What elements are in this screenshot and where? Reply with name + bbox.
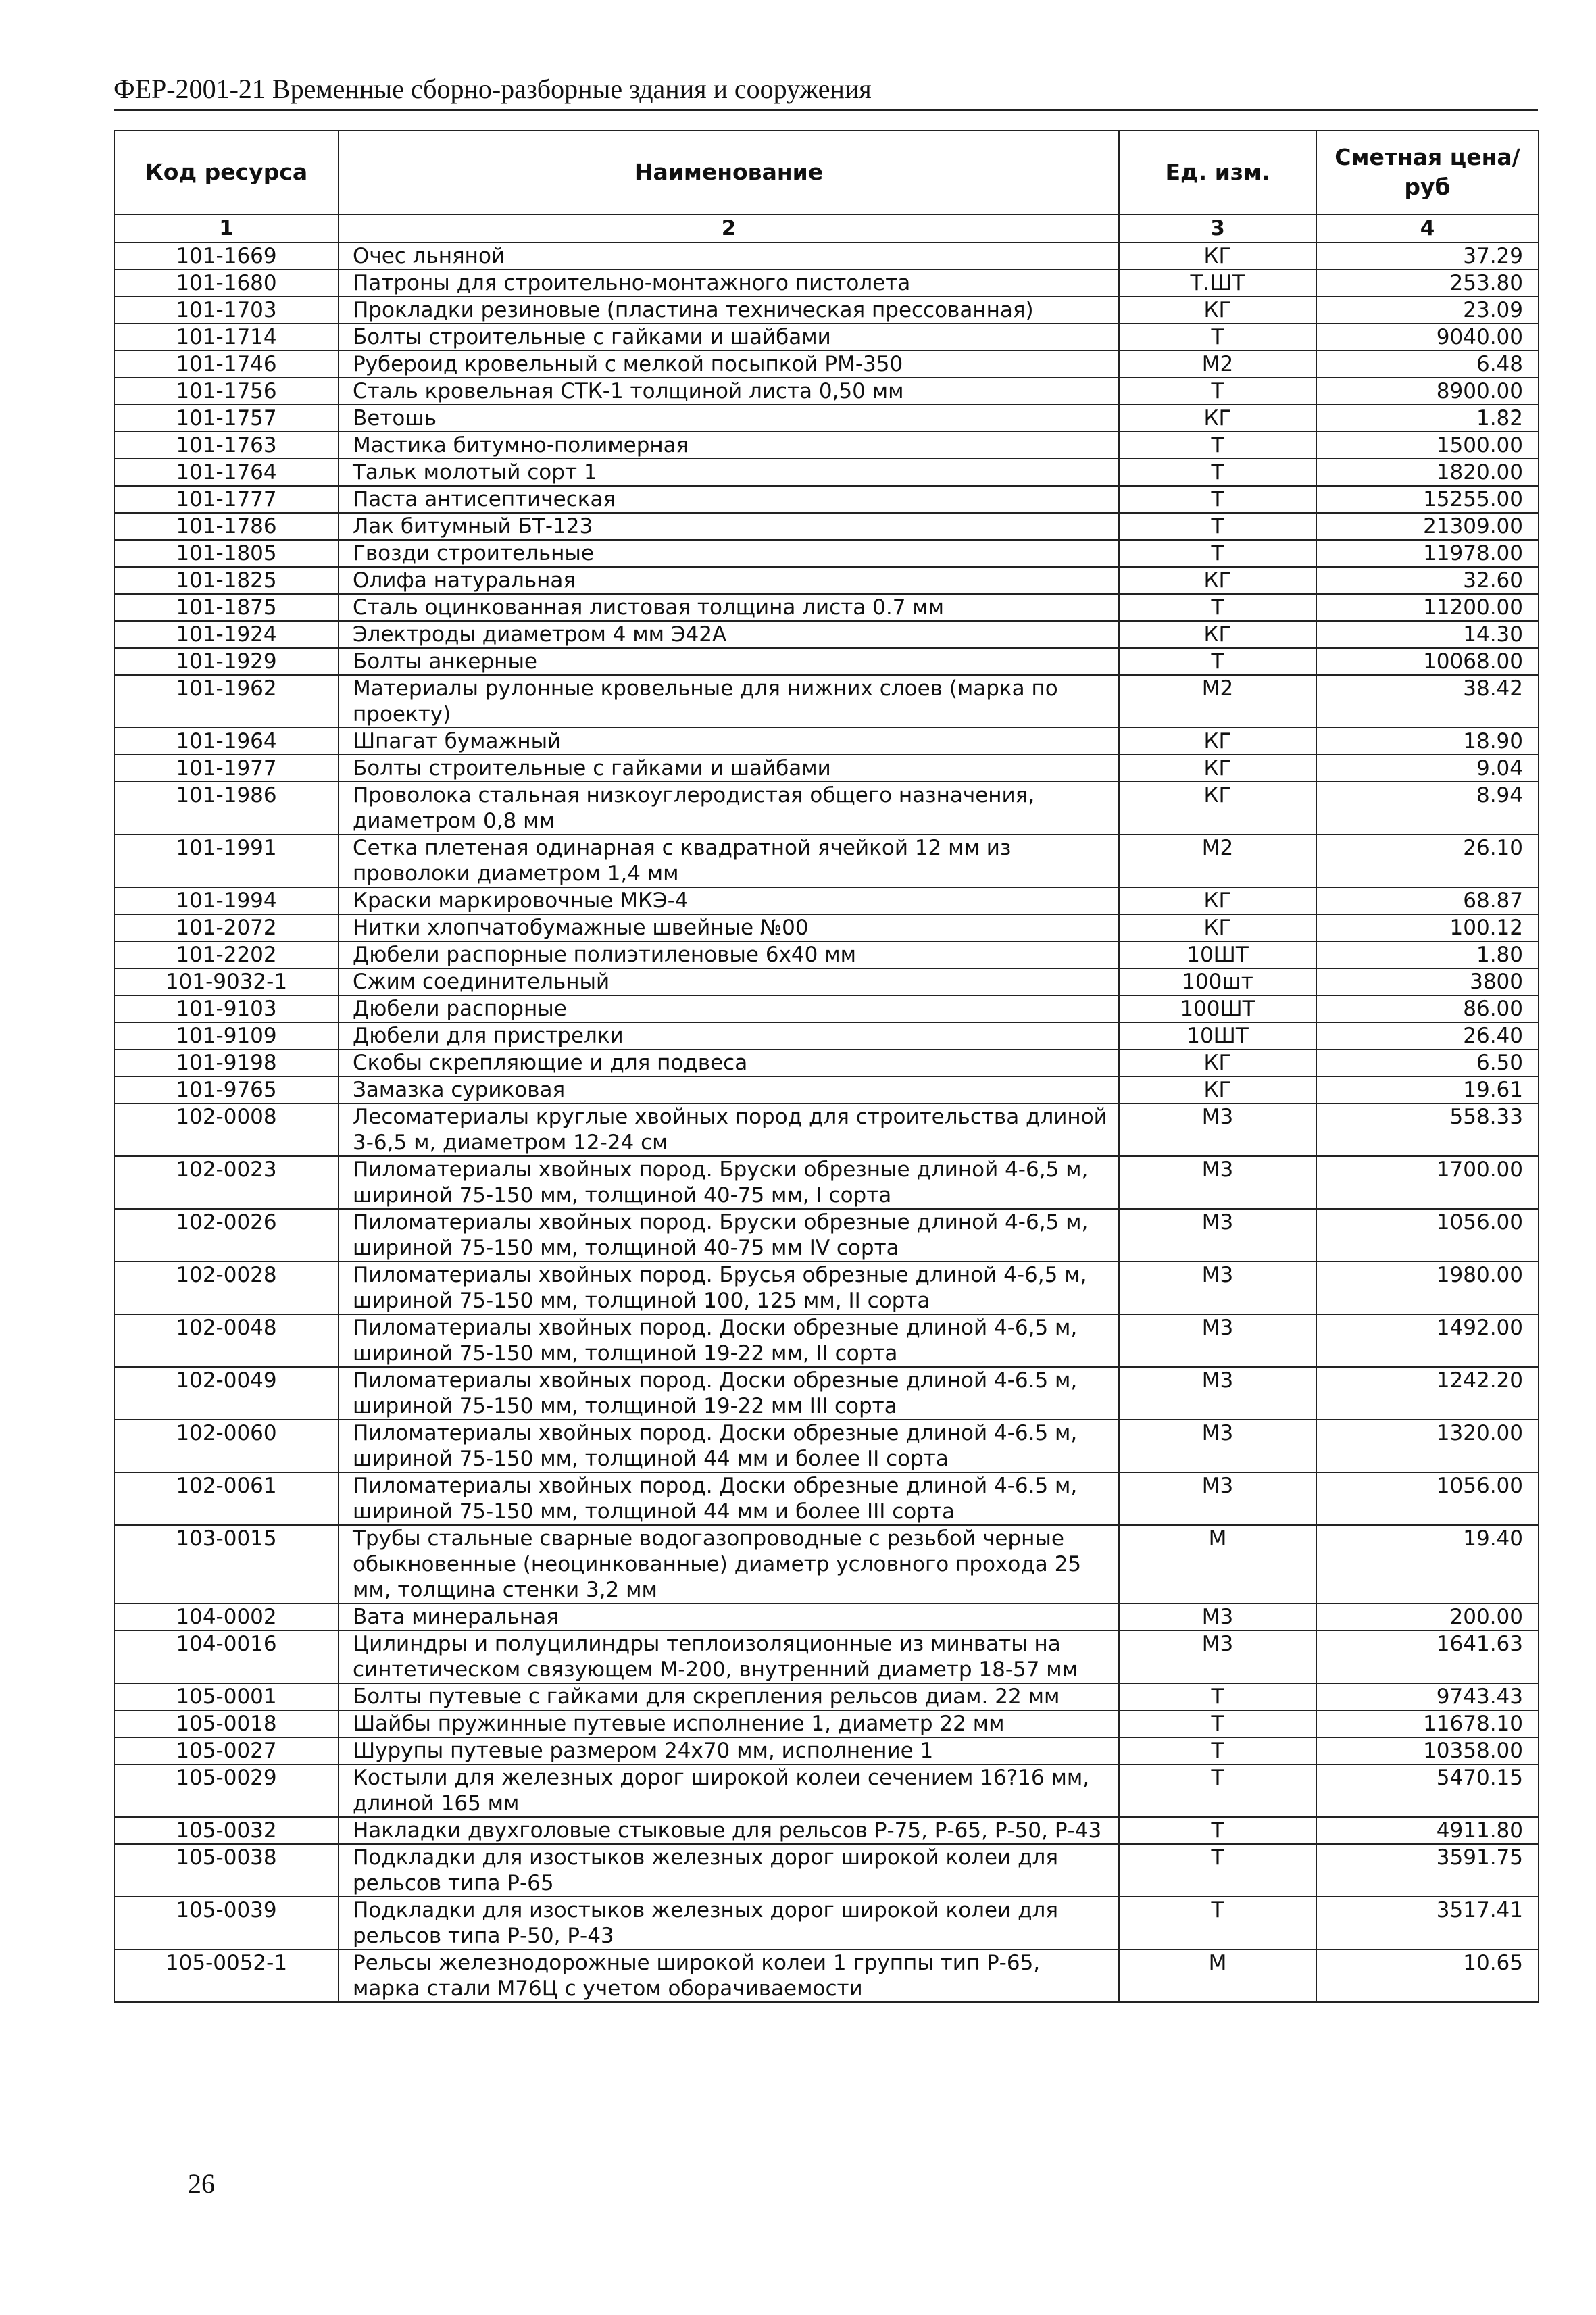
resource-code-cell: 101-1669 [114,243,339,270]
resource-code-cell: 101-1964 [114,728,339,755]
resource-name-cell: Костыли для железных дорог широкой колеи сечением 16?16 мм, длиной 165 мм [339,1764,1119,1817]
unit-cell: М3 [1119,1103,1316,1156]
table-row [114,1631,1539,1683]
column-header-price: Сметная цена/руб [1316,130,1539,214]
resource-name-cell: Сжим соединительный [339,968,1119,995]
unit-cell: Т [1119,432,1316,459]
price-cell: 19.40 [1316,1525,1539,1603]
resource-code-cell: 101-1746 [114,351,339,378]
unit-cell: Т [1119,486,1316,513]
price-cell: 1.82 [1316,405,1539,432]
resource-name-cell: Лесоматериалы круглые хвойных пород для строительства длиной 3-6,5 м, диаметром 12-24 см [339,1103,1119,1156]
unit-cell: Т [1119,1683,1316,1710]
table-row [114,1367,1539,1420]
resource-name-cell: Шпагат бумажный [339,728,1119,755]
resource-code-cell: 105-0027 [114,1737,339,1764]
resource-code-cell: 105-0018 [114,1710,339,1737]
resource-price-table [114,130,1539,2003]
resource-name-cell: Ветошь [339,405,1119,432]
resource-name-cell: Материалы рулонные кровельные для нижних слоев (марка по проекту) [339,675,1119,728]
unit-cell: М3 [1119,1262,1316,1314]
resource-name-cell: Проволока стальная низкоуглеродистая общего назначения, диаметром 0,8 мм [339,782,1119,835]
resource-code-cell: 101-1757 [114,405,339,432]
resource-name-cell: Трубы стальные сварные водогазопроводные с резьбой черные обыкновенные (неоцинкованные) диаметр условного прохода 25 мм, толщина стенки 3,2 мм [339,1525,1119,1603]
resource-code-cell: 103-0015 [114,1525,339,1603]
resource-code-cell: 105-0038 [114,1844,339,1897]
resource-code-cell: 105-0029 [114,1764,339,1817]
resource-name-cell: Мастика битумно-полимерная [339,432,1119,459]
unit-cell: М2 [1119,835,1316,887]
price-cell: 68.87 [1316,887,1539,914]
table-row [114,324,1539,351]
price-cell: 10.65 [1316,1949,1539,2002]
price-cell: 26.10 [1316,835,1539,887]
resource-name-cell: Пиломатериалы хвойных пород. Доски обрезные длиной 4-6.5 м, шириной 75-150 мм, толщиной 44 мм и более II сорта [339,1420,1119,1472]
price-cell: 6.50 [1316,1049,1539,1076]
resource-code-cell: 101-9103 [114,995,339,1022]
resource-name-cell: Лак битумный БТ-123 [339,513,1119,540]
price-cell: 3591.75 [1316,1844,1539,1897]
resource-code-cell: 101-1764 [114,459,339,486]
resource-code-cell: 101-1805 [114,540,339,567]
resource-code-cell: 101-1714 [114,324,339,351]
price-cell: 19.61 [1316,1076,1539,1103]
table-row [114,513,1539,540]
table-row [114,351,1539,378]
column-header-name: Наименование [339,130,1119,214]
price-cell: 4911.80 [1316,1817,1539,1844]
resource-name-cell: Очес льняной [339,243,1119,270]
resource-code-cell: 102-0008 [114,1103,339,1156]
resource-name-cell: Пиломатериалы хвойных пород. Доски обрезные длиной 4-6.5 м, шириной 75-150 мм, толщиной 19-22 мм III сорта [339,1367,1119,1420]
price-cell: 1641.63 [1316,1631,1539,1683]
unit-cell: Т.ШТ [1119,270,1316,297]
resource-name-cell: Нитки хлопчатобумажные швейные №00 [339,914,1119,941]
resource-code-cell: 101-1991 [114,835,339,887]
unit-cell: КГ [1119,887,1316,914]
table-row [114,914,1539,941]
price-cell: 9743.43 [1316,1683,1539,1710]
resource-code-cell: 102-0023 [114,1156,339,1209]
price-cell: 14.30 [1316,621,1539,648]
price-cell: 86.00 [1316,995,1539,1022]
unit-cell: М3 [1119,1631,1316,1683]
unit-cell: КГ [1119,567,1316,594]
header-row [114,130,1539,214]
resource-name-cell: Вата минеральная [339,1603,1119,1631]
price-cell: 1242.20 [1316,1367,1539,1420]
unit-cell: КГ [1119,914,1316,941]
unit-cell: М3 [1119,1367,1316,1420]
resource-code-cell: 101-1875 [114,594,339,621]
price-cell: 32.60 [1316,567,1539,594]
resource-name-cell: Пиломатериалы хвойных пород. Бруски обрезные длиной 4-6,5 м, шириной 75-150 мм, толщиной 40-75 мм IV сорта [339,1209,1119,1262]
price-cell: 21309.00 [1316,513,1539,540]
column-number: 1 [114,214,339,243]
resource-name-cell: Рельсы железнодорожные широкой колеи 1 группы тип Р-65, марка стали М76Ц с учетом оборачиваемости [339,1949,1119,2002]
price-cell: 38.42 [1316,675,1539,728]
price-cell: 11678.10 [1316,1710,1539,1737]
price-cell: 9040.00 [1316,324,1539,351]
table-row [114,1710,1539,1737]
table-row [114,243,1539,270]
unit-cell: М3 [1119,1314,1316,1367]
price-cell: 100.12 [1316,914,1539,941]
resource-code-cell: 104-0002 [114,1603,339,1631]
table-row [114,432,1539,459]
unit-cell: 100ШТ [1119,995,1316,1022]
resource-name-cell: Прокладки резиновые (пластина техническая прессованная) [339,297,1119,324]
table-row [114,782,1539,835]
unit-cell: Т [1119,594,1316,621]
table-row [114,675,1539,728]
resource-name-cell: Патроны для строительно-монтажного пистолета [339,270,1119,297]
table-row [114,887,1539,914]
table-row [114,1844,1539,1897]
resource-name-cell: Пиломатериалы хвойных пород. Брусья обрезные длиной 4-6,5 м, шириной 75-150 мм, толщиной 100, 125 мм, II сорта [339,1262,1119,1314]
resource-code-cell: 105-0052-1 [114,1949,339,2002]
resource-code-cell: 101-2072 [114,914,339,941]
resource-name-cell: Паста антисептическая [339,486,1119,513]
resource-code-cell: 102-0028 [114,1262,339,1314]
resource-code-cell: 101-1962 [114,675,339,728]
resource-code-cell: 101-1786 [114,513,339,540]
resource-name-cell: Шурупы путевые размером 24х70 мм, исполнение 1 [339,1737,1119,1764]
unit-cell: Т [1119,1764,1316,1817]
unit-cell: КГ [1119,621,1316,648]
page-number: 26 [188,2168,215,2199]
resource-code-cell: 104-0016 [114,1631,339,1683]
resource-name-cell: Цилиндры и полуцилиндры теплоизоляционные из минваты на синтетическом связующем М-200, внутренний диаметр 18-57 мм [339,1631,1119,1683]
price-cell: 1492.00 [1316,1314,1539,1367]
resource-name-cell: Болты анкерные [339,648,1119,675]
table-row [114,755,1539,782]
resource-name-cell: Подкладки для изостыков железных дорог широкой колеи для рельсов типа Р-65 [339,1844,1119,1897]
resource-name-cell: Подкладки для изостыков железных дорог широкой колеи для рельсов типа Р-50, Р-43 [339,1897,1119,1949]
unit-cell: Т [1119,1844,1316,1897]
price-cell: 3800 [1316,968,1539,995]
unit-cell: Т [1119,1897,1316,1949]
resource-code-cell: 102-0060 [114,1420,339,1472]
column-number: 2 [339,214,1119,243]
table-row [114,1737,1539,1764]
resource-code-cell: 101-1825 [114,567,339,594]
price-cell: 10358.00 [1316,1737,1539,1764]
price-cell: 1820.00 [1316,459,1539,486]
price-cell: 11978.00 [1316,540,1539,567]
resource-name-cell: Пиломатериалы хвойных пород. Доски обрезные длиной 4-6.5 м, шириной 75-150 мм, толщиной 44 мм и более III сорта [339,1472,1119,1525]
unit-cell: Т [1119,324,1316,351]
price-cell: 1056.00 [1316,1209,1539,1262]
resource-code-cell: 101-1929 [114,648,339,675]
table-row [114,540,1539,567]
column-header-code: Код ресурса [114,130,339,214]
column-number-row [114,214,1539,243]
table-row [114,648,1539,675]
table-row [114,486,1539,513]
resource-name-cell: Накладки двухголовые стыковые для рельсов Р-75, Р-65, Р-50, Р-43 [339,1817,1119,1844]
price-cell: 37.29 [1316,243,1539,270]
resource-code-cell: 101-9032-1 [114,968,339,995]
page-header [114,73,1538,111]
unit-cell: КГ [1119,243,1316,270]
unit-cell: КГ [1119,755,1316,782]
table-row [114,835,1539,887]
table-row [114,1420,1539,1472]
resource-code-cell: 105-0001 [114,1683,339,1710]
unit-cell: Т [1119,1737,1316,1764]
table-row [114,621,1539,648]
table-row [114,1049,1539,1076]
unit-cell: КГ [1119,297,1316,324]
table-row [114,405,1539,432]
price-cell: 6.48 [1316,351,1539,378]
unit-cell: 10ШТ [1119,1022,1316,1049]
resource-code-cell: 101-1977 [114,755,339,782]
resource-code-cell: 101-9198 [114,1049,339,1076]
resource-name-cell: Тальк молотый сорт 1 [339,459,1119,486]
table-row [114,1022,1539,1049]
unit-cell: М3 [1119,1156,1316,1209]
resource-code-cell: 105-0039 [114,1897,339,1949]
resource-code-cell: 101-1763 [114,432,339,459]
table-row [114,995,1539,1022]
price-cell: 5470.15 [1316,1764,1539,1817]
column-number: 3 [1119,214,1316,243]
resource-name-cell: Дюбели для пристрелки [339,1022,1119,1049]
unit-cell: Т [1119,1817,1316,1844]
table-row [114,270,1539,297]
resource-code-cell: 102-0049 [114,1367,339,1420]
resource-code-cell: 102-0061 [114,1472,339,1525]
resource-name-cell: Пиломатериалы хвойных пород. Доски обрезные длиной 4-6,5 м, шириной 75-150 мм, толщиной 19-22 мм, II сорта [339,1314,1119,1367]
resource-name-cell: Сетка плетеная одинарная с квадратной ячейкой 12 мм из проволоки диаметром 1,4 мм [339,835,1119,887]
table-row [114,941,1539,968]
table-row [114,1897,1539,1949]
unit-cell: Т [1119,513,1316,540]
price-cell: 26.40 [1316,1022,1539,1049]
table-row [114,728,1539,755]
unit-cell: Т [1119,459,1316,486]
table-row [114,1764,1539,1817]
unit-cell: КГ [1119,728,1316,755]
table-row [114,459,1539,486]
price-cell: 1700.00 [1316,1156,1539,1209]
unit-cell: М3 [1119,1209,1316,1262]
table-row [114,1949,1539,2002]
resource-code-cell: 101-1777 [114,486,339,513]
resource-code-cell: 101-1994 [114,887,339,914]
resource-code-cell: 102-0026 [114,1209,339,1262]
unit-cell: КГ [1119,405,1316,432]
table-row [114,1472,1539,1525]
unit-cell: КГ [1119,1049,1316,1076]
price-cell: 18.90 [1316,728,1539,755]
resource-code-cell: 105-0032 [114,1817,339,1844]
resource-name-cell: Сталь оцинкованная листовая толщина листа 0.7 мм [339,594,1119,621]
price-cell: 10068.00 [1316,648,1539,675]
price-cell: 8.94 [1316,782,1539,835]
resource-code-cell: 101-9109 [114,1022,339,1049]
table-row [114,297,1539,324]
unit-cell: 10ШТ [1119,941,1316,968]
table-row [114,1817,1539,1844]
resource-name-cell: Дюбели распорные полиэтиленовые 6х40 мм [339,941,1119,968]
table-header [114,130,1539,243]
resource-name-cell: Рубероид кровельный с мелкой посыпкой РМ-350 [339,351,1119,378]
document-title: ФЕР-2001-21 Временные сборно-разборные здания и сооружения [114,74,872,104]
price-cell: 1500.00 [1316,432,1539,459]
table-row [114,968,1539,995]
table-row [114,1262,1539,1314]
table-row [114,1683,1539,1710]
table-row [114,594,1539,621]
price-cell: 15255.00 [1316,486,1539,513]
table-row [114,1603,1539,1631]
resource-name-cell: Болты строительные с гайками и шайбами [339,324,1119,351]
resource-name-cell: Шайбы пружинные путевые исполнение 1, диаметр 22 мм [339,1710,1119,1737]
unit-cell: Т [1119,378,1316,405]
unit-cell: М3 [1119,1472,1316,1525]
unit-cell: Т [1119,648,1316,675]
resource-name-cell: Краски маркировочные МКЭ-4 [339,887,1119,914]
price-cell: 9.04 [1316,755,1539,782]
price-cell: 1.80 [1316,941,1539,968]
resource-code-cell: 101-1756 [114,378,339,405]
unit-cell: М [1119,1949,1316,2002]
unit-cell: Т [1119,1710,1316,1737]
unit-cell: М3 [1119,1603,1316,1631]
price-cell: 8900.00 [1316,378,1539,405]
resource-code-cell: 101-2202 [114,941,339,968]
unit-cell: М3 [1119,1420,1316,1472]
unit-cell: М [1119,1525,1316,1603]
price-cell: 11200.00 [1316,594,1539,621]
unit-cell: КГ [1119,782,1316,835]
resource-name-cell: Электроды диаметром 4 мм Э42А [339,621,1119,648]
price-cell: 1056.00 [1316,1472,1539,1525]
resource-name-cell: Сталь кровельная СТК-1 толщиной листа 0,50 мм [339,378,1119,405]
resource-name-cell: Замазка суриковая [339,1076,1119,1103]
resource-code-cell: 101-1924 [114,621,339,648]
price-cell: 253.80 [1316,270,1539,297]
price-cell: 3517.41 [1316,1897,1539,1949]
resource-name-cell: Пиломатериалы хвойных пород. Бруски обрезные длиной 4-6,5 м, шириной 75-150 мм, толщиной 40-75 мм, I сорта [339,1156,1119,1209]
unit-cell: 100шт [1119,968,1316,995]
price-cell: 23.09 [1316,297,1539,324]
column-header-unit: Ед. изм. [1119,130,1316,214]
table-row [114,1209,1539,1262]
table-row [114,1076,1539,1103]
resource-name-cell: Дюбели распорные [339,995,1119,1022]
price-cell: 558.33 [1316,1103,1539,1156]
table-row [114,1314,1539,1367]
table-row [114,1156,1539,1209]
resource-code-cell: 101-1680 [114,270,339,297]
resource-code-cell: 101-1703 [114,297,339,324]
unit-cell: М2 [1119,351,1316,378]
table-row [114,378,1539,405]
price-cell: 1980.00 [1316,1262,1539,1314]
resource-name-cell: Болты строительные с гайками и шайбами [339,755,1119,782]
unit-cell: КГ [1119,1076,1316,1103]
resource-code-cell: 102-0048 [114,1314,339,1367]
unit-cell: М2 [1119,675,1316,728]
table-row [114,1525,1539,1603]
resource-name-cell: Скобы скрепляющие и для подвеса [339,1049,1119,1076]
unit-cell: Т [1119,540,1316,567]
table-row [114,567,1539,594]
resource-name-cell: Болты путевые с гайками для скрепления рельсов диам. 22 мм [339,1683,1119,1710]
table-row [114,1103,1539,1156]
table-body [114,243,1539,2002]
price-cell: 200.00 [1316,1603,1539,1631]
resource-name-cell: Гвозди строительные [339,540,1119,567]
resource-code-cell: 101-1986 [114,782,339,835]
column-number: 4 [1316,214,1539,243]
price-cell: 1320.00 [1316,1420,1539,1472]
resource-name-cell: Олифа натуральная [339,567,1119,594]
resource-code-cell: 101-9765 [114,1076,339,1103]
